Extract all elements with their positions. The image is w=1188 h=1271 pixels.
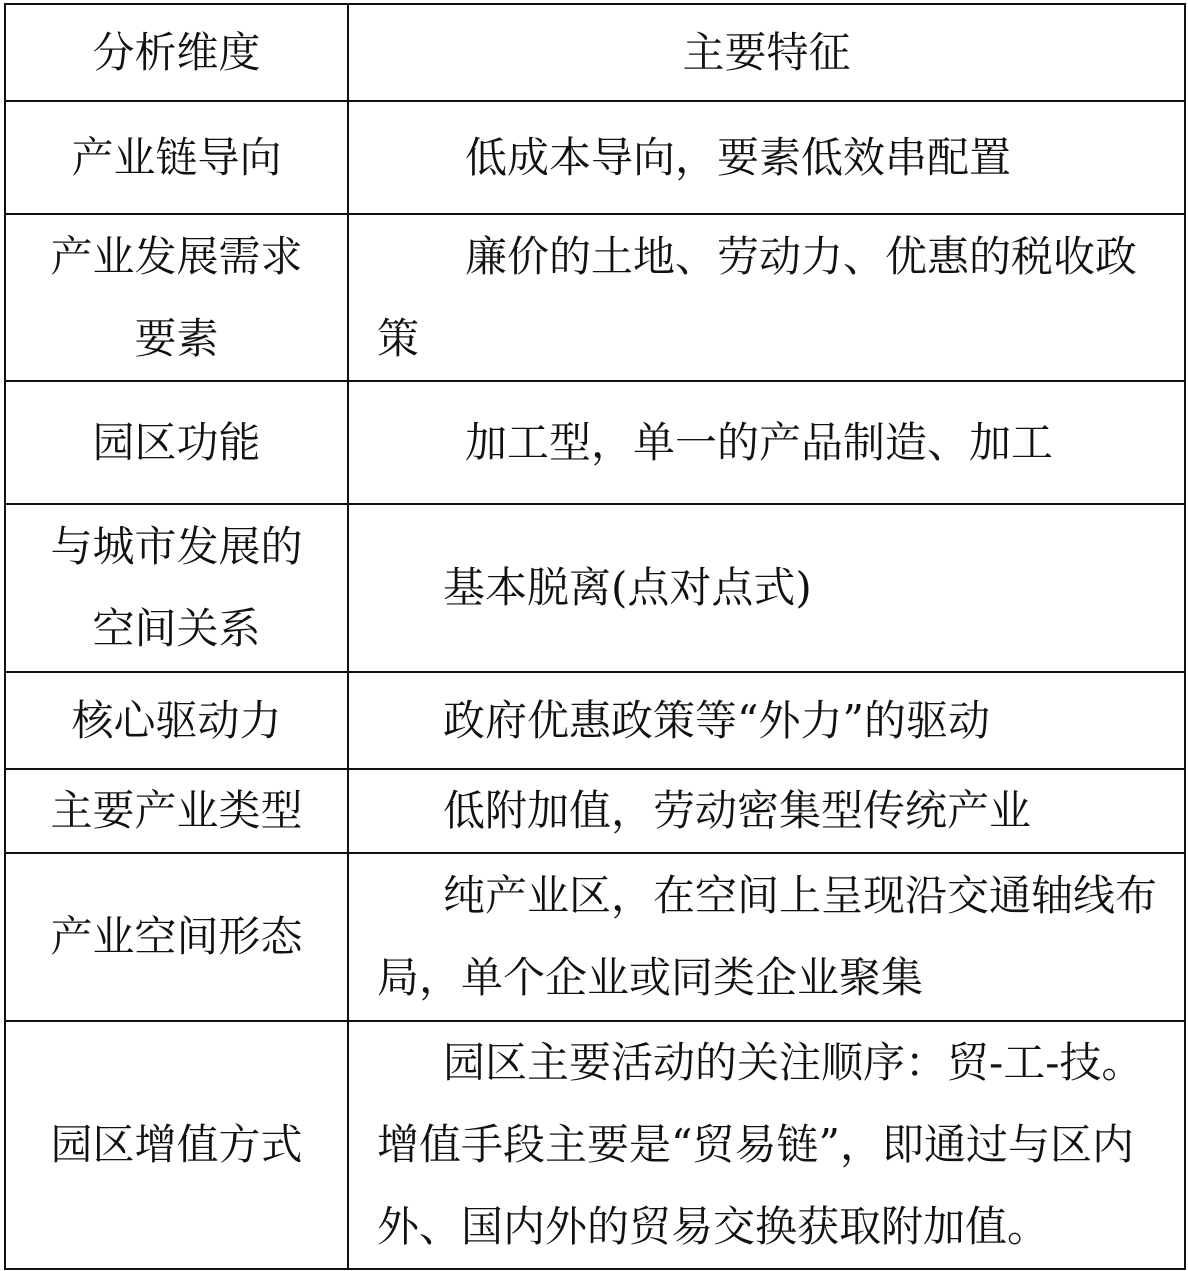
row-dimension: [5, 769, 348, 853]
header-feature: 主要特征: [348, 4, 1185, 101]
header-dimension: 分析维度: [5, 4, 348, 101]
dimension-text: 产业链导向: [71, 132, 282, 182]
row-dimension: [5, 1021, 348, 1269]
row-feature: 基本脱离(点对点式): [348, 504, 1185, 672]
row-dimension: [5, 504, 348, 672]
row-feature: 纯产业区，在空间上呈现沿交通轴线布局，单个企业或同类企业聚集: [348, 853, 1185, 1021]
dimension-text: 与城市发展的空间关系: [50, 522, 303, 653]
table-row: [5, 853, 1185, 1021]
table-row: [5, 214, 1185, 381]
row-dimension: [5, 853, 348, 1021]
table-row: [5, 1021, 1185, 1269]
row-feature: 加工型，单一的产品制造、加工: [348, 381, 1185, 504]
dimension-text: 园区增值方式: [50, 1120, 303, 1169]
table-row: [5, 672, 1185, 769]
row-feature: 政府优惠政策等“外力”的驱动: [348, 672, 1185, 769]
dimension-text: 产业发展需求要素: [50, 231, 303, 363]
row-dimension: [5, 381, 348, 504]
table-row: [5, 381, 1185, 504]
row-dimension: [5, 101, 348, 214]
dimension-text: 主要产业类型: [50, 786, 303, 835]
table-header-row: [5, 4, 1185, 101]
dimension-text: 核心驱动力: [71, 695, 282, 745]
feature-table: [4, 3, 1186, 1270]
table-row: [5, 101, 1185, 214]
row-feature: 低成本导向，要素低效串配置: [348, 101, 1185, 214]
table-row: [5, 504, 1185, 672]
table-row: [5, 769, 1185, 853]
row-feature: 廉价的土地、劳动力、优惠的税收政策: [348, 214, 1185, 381]
row-feature: 低附加值，劳动密集型传统产业: [348, 769, 1185, 853]
row-dimension: [5, 214, 348, 381]
dimension-text: 产业空间形态: [50, 912, 303, 961]
row-dimension: [5, 672, 348, 769]
dimension-text: 园区功能: [92, 417, 261, 467]
row-feature: 园区主要活动的关注顺序：贸-工-技。增值手段主要是“贸易链”，即通过与区内外、国内外的贸易交换获取附加值。: [348, 1021, 1185, 1269]
